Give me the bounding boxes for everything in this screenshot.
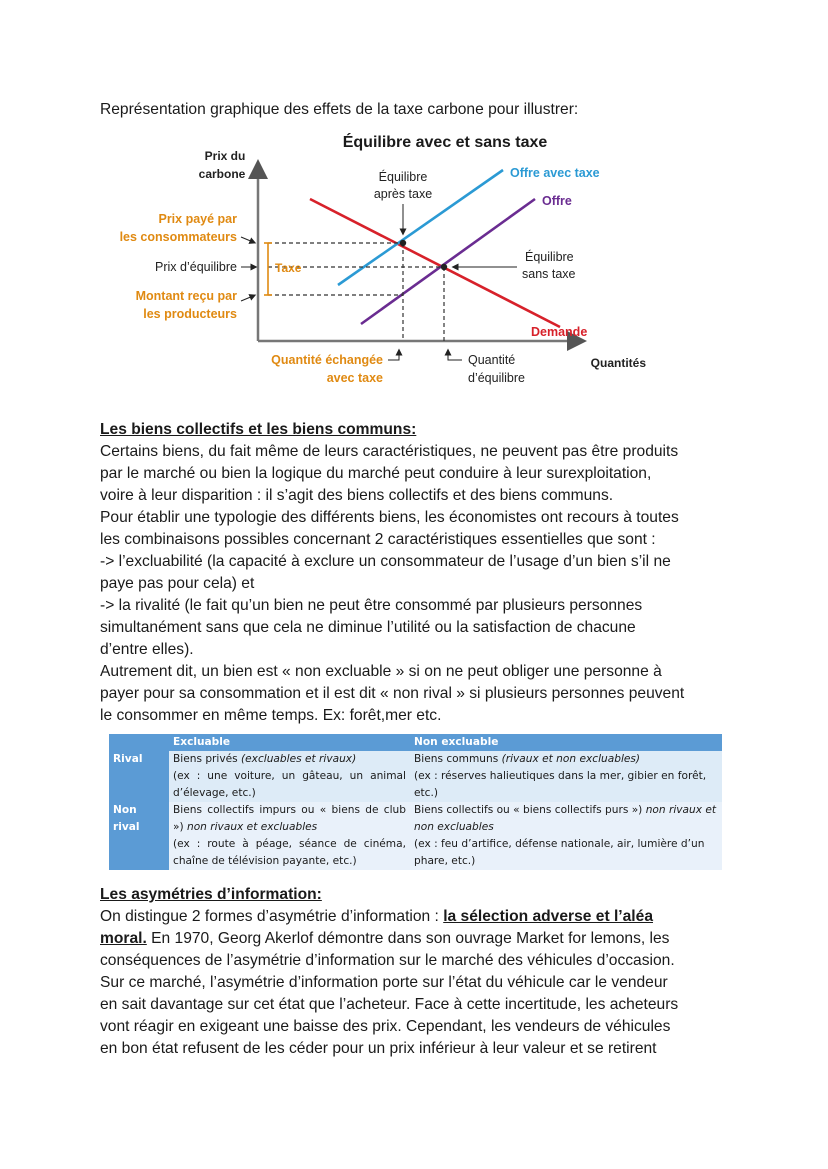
cell-text-italic: non rivaux et non excluables <box>414 804 717 833</box>
label-qty-eq-2: d’équilibre <box>468 371 525 385</box>
cell-text: Biens privés <box>173 753 242 765</box>
x-axis-label: Quantités <box>590 356 646 370</box>
header-excluable: Excluable <box>169 734 410 751</box>
paragraph-line <box>100 928 740 950</box>
section-heading: Les biens collectifs et les biens communs: <box>100 421 417 438</box>
tax-label: Taxe <box>275 261 302 275</box>
paragraph-line: -> la rivalité (le fait qu’un bien ne peut être consommé par plusieurs personnes <box>100 597 643 614</box>
label-qty-tax-2: avec taxe <box>326 371 383 385</box>
label-eq-price: Prix d’équilibre <box>155 260 237 274</box>
section-asymetries <box>100 884 740 1060</box>
header-non-excluable: Non excluable <box>410 734 722 751</box>
label-qty-tax-1: Quantité échangée <box>271 353 383 367</box>
section-biens-collectifs <box>100 419 740 727</box>
paragraph-line: conséquences de l’asymétrie d’information sur le marché des véhicules d’occasion. <box>100 952 675 969</box>
cell-example: (ex : feu d’artifice, défense nationale, air, lumière d’un phare, etc.) <box>414 838 705 867</box>
row-header-line: rival <box>113 821 140 833</box>
paragraph-line: paye pas pour cela) et <box>100 575 255 592</box>
paragraph-line: par le marché ou bien la logique du marché peut conduire à leur surexploitation, <box>100 465 652 482</box>
cell-text-italic: (excluables et rivaux) <box>241 753 357 765</box>
carbon-tax-chart <box>105 127 646 387</box>
y-axis-label-2: carbone <box>198 167 246 181</box>
paragraph-line: Sur ce marché, l’asymétrie d’information porte sur l’état du véhicule car le vendeur <box>100 974 668 991</box>
cell-text-italic: non rivaux et excluables <box>186 821 318 833</box>
paragraph-line: vont réagir en exigeant une baisse des prix. Cependant, les vendeurs de véhicules <box>100 1018 671 1035</box>
table-row <box>109 751 722 802</box>
chart-title: Équilibre avec et sans taxe <box>342 134 548 151</box>
arrow-qty-eq <box>448 352 462 360</box>
paragraph-line: voire à leur disparition : il s’agit des biens collectifs et des biens communs. <box>100 487 614 504</box>
key-term: la sélection adverse et l’aléa <box>443 908 653 925</box>
paragraph-line: les combinaisons possibles concernant 2 caractéristiques essentielles que sont : <box>100 531 656 548</box>
paragraph-line: en bon état refusent de les céder pour un prix inférieur à leur valeur et se retirent <box>100 1040 657 1057</box>
arrow-qty-tax <box>388 352 399 360</box>
cell-example: (ex : réserves halieutiques dans la mer, gibier en forêt, etc.) <box>414 770 707 799</box>
paragraph-line: Pour établir une typologie des différents biens, les économistes ont recours à toutes <box>100 509 679 526</box>
row-header-line: Non <box>113 804 137 816</box>
supply-line <box>361 199 535 324</box>
label-eq-after-2: après taxe <box>373 187 433 201</box>
label-received-2: les producteurs <box>143 307 237 321</box>
cell-text: Biens collectifs ou « biens collectifs purs ») <box>414 804 646 816</box>
paragraph-line: Certains biens, du fait même de leurs caractéristiques, ne peuvent pas être produits <box>100 443 679 460</box>
paragraph-line: Autrement dit, un bien est « non excluable » si on ne peut obliger une personne à <box>100 663 662 680</box>
label-qty-eq-1: Quantité <box>468 353 516 367</box>
series-label-demand: Demande <box>531 325 588 339</box>
paragraph-line: le consommer en même temps. Ex: forêt,mer etc. <box>100 707 442 724</box>
cell-example: (ex : une voiture, un gâteau, un animal d’élevage, etc.) <box>173 770 406 799</box>
eq-point-after-tax <box>400 240 406 246</box>
goods-typology-table <box>109 734 722 870</box>
intro-text: Représentation graphique des effets de la taxe carbone pour illustrer: <box>100 101 579 118</box>
paragraph-line: d’entre elles). <box>100 641 194 658</box>
key-term: moral. <box>100 930 147 947</box>
text-run: On distingue 2 formes d’asymétrie d’information : <box>100 908 444 925</box>
paragraph-line: payer pour sa consommation et il est dit « non rival » si plusieurs personnes peuvent <box>100 685 685 702</box>
table-row <box>109 802 722 870</box>
arrow-received <box>241 296 253 301</box>
label-eq-no-1: Équilibre <box>525 250 574 264</box>
label-eq-after-1: Équilibre <box>378 170 428 184</box>
cell-text: Biens communs <box>414 753 502 765</box>
table-header-row <box>109 734 722 751</box>
series-label-supply: Offre <box>542 194 572 208</box>
row-header-non-rival <box>109 802 169 870</box>
row-header-rival: Rival <box>109 751 169 802</box>
label-price-paid-1: Prix payé par <box>158 212 237 226</box>
cell-biens-communs <box>410 751 722 802</box>
paragraph-line: -> l’excluabilité (la capacité à exclure un consommateur de l’usage d’un bien s’il ne <box>100 553 671 570</box>
label-received-1: Montant reçu par <box>135 289 237 303</box>
paragraph-line: en sait davantage sur cet état que l’acheteur. Face à cette incertitude, les acheteurs <box>100 996 679 1013</box>
cell-biens-prives <box>169 751 410 802</box>
eq-point-no-tax <box>441 264 447 270</box>
arrow-price-paid <box>241 237 253 242</box>
cell-text-italic: (rivaux et non excluables) <box>501 753 641 765</box>
cell-biens-club <box>169 802 410 870</box>
paragraph-line: simultanément sans que cela ne diminue l’utilité ou la satisfaction de chacune <box>100 619 636 636</box>
y-axis-label-1: Prix du <box>204 149 246 163</box>
series-label-supply-tax: Offre avec taxe <box>510 166 600 180</box>
paragraph-line <box>100 906 740 928</box>
cell-example: (ex : route à péage, séance de cinéma, chaîne de télévision payante, etc.) <box>173 838 406 867</box>
cell-text: Biens collectifs impurs ou « biens de club ») <box>173 804 406 833</box>
table-corner <box>109 734 169 751</box>
text-run: En 1970, Georg Akerlof démontre dans son ouvrage Market for lemons, les <box>146 930 670 947</box>
cell-biens-collectifs-purs <box>410 802 722 870</box>
label-price-paid-2: les consommateurs <box>119 230 237 244</box>
section-heading: Les asymétries d’information: <box>100 886 322 903</box>
label-eq-no-2: sans taxe <box>522 267 576 281</box>
